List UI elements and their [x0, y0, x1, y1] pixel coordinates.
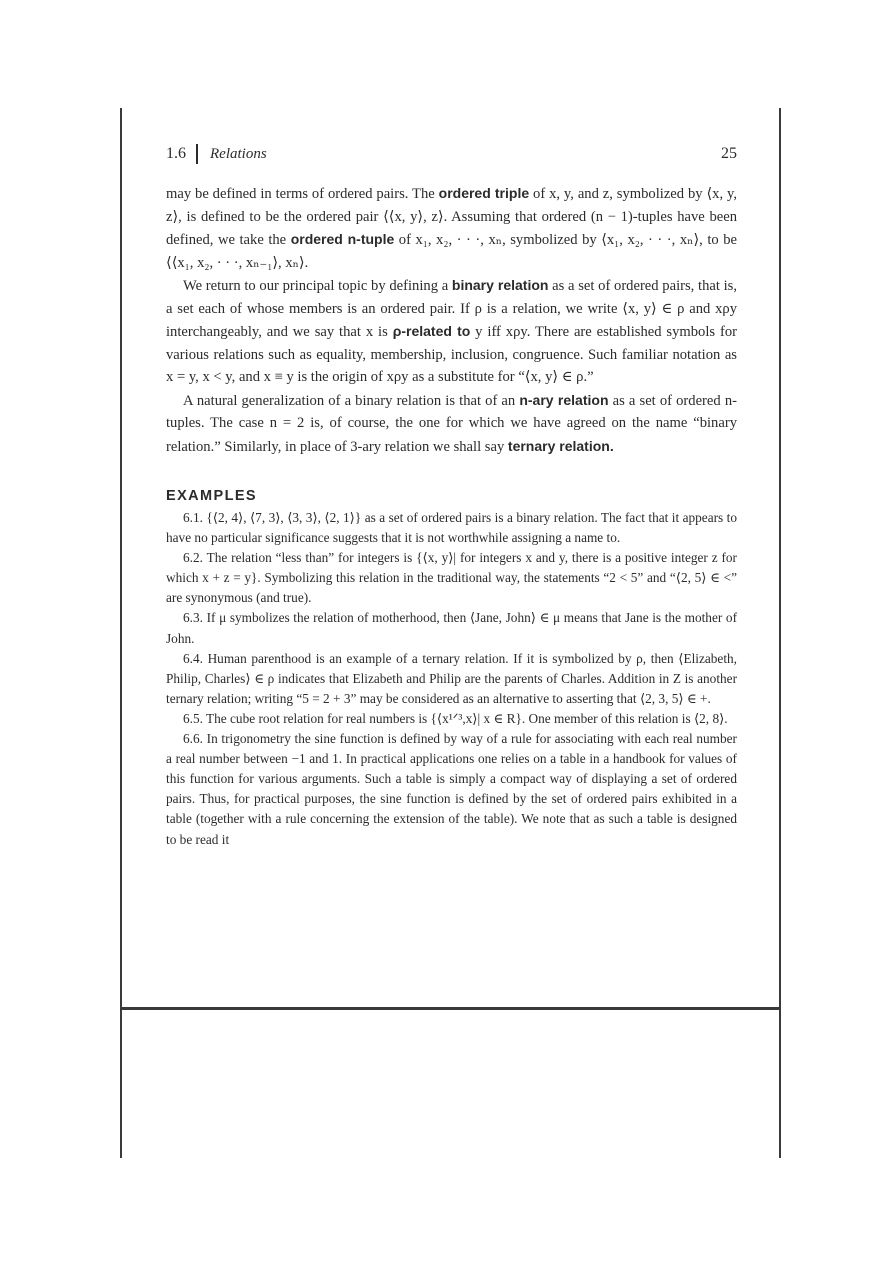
example-item: 6.6. In trigonometry the sine function is defined by way of a rule for associating with each real number a real number between −1 and 1. In practical applications one relies on a table in a handbook for values of this function for various arguments. Such a table is simply a compact way of displaying a set of ordered pairs. Thus, for practical purposes, the sine function is defined by the set of ordered pairs exhibited in a table (together with a rule concerning the extension of the table). We note that as such a table is designed to be read it	[166, 731, 737, 847]
examples-heading: EXAMPLES	[166, 488, 257, 504]
header-divider	[196, 144, 198, 164]
page-border-bottom	[120, 1007, 781, 1010]
term-binary-relation: binary relation	[451, 277, 549, 293]
example-item: 6.3. If μ symbolizes the relation of motherhood, then ⟨Jane, John⟩ ∈ μ means that Jane is the mother of John.	[166, 610, 737, 646]
paragraph-ordered-tuples: may be defined in terms of ordered pairs. The ordered triple of x, y, and z, symbolized by ⟨x, y, z⟩, is defined to be the ordered pair ⟨⟨x, y⟩, z⟩. Assuming that ordered (n − 1)-tuples have been defined, we take the ordered n-tuple of x₁, x₂, · · ·, xₙ, symbolized by ⟨x₁, x₂, · · ·, xₙ⟩, to be ⟨⟨x₁, x₂, · · ·, xₙ₋₁⟩, xₙ⟩.	[166, 185, 737, 271]
term-ordered-n-tuple: ordered n-tuple	[290, 231, 395, 247]
example-item: 6.4. Human parenthood is an example of a ternary relation. If it is symbolized by ρ, then ⟨Elizabeth, Philip, Charles⟩ ∈ ρ indicates that Elizabeth and Philip are the parents of Charles. Addition in Z is another ternary relation; writing “5 = 2 + 3” may be considered as an alternative to asserting that ⟨2, 3, 5⟩ ∈ +.	[166, 650, 737, 706]
term-ordered-triple: ordered triple	[438, 185, 530, 201]
page-content	[166, 140, 737, 850]
example-item: 6.5. The cube root relation for real numbers is {⟨x¹ᐟ³,x⟩| x ∈ R}. One member of this relation is ⟨2, 8⟩.	[183, 710, 728, 726]
term-rho-related: ρ-related to	[392, 323, 471, 339]
term-n-ary-relation: n-ary relation	[519, 391, 609, 408]
running-header	[166, 140, 737, 168]
section-title: Relations	[210, 145, 267, 162]
page-border-left	[120, 108, 122, 1158]
example-item: 6.1. {⟨2, 4⟩, ⟨7, 3⟩, ⟨3, 3⟩, ⟨2, 1⟩} as a set of ordered pairs is a binary relation. The fact that it appears to have no particular significance suggests that it is not worthwhile assigning a name to.	[166, 510, 737, 546]
page-border-right	[779, 108, 781, 1158]
example-item: 6.2. The relation “less than” for integers is {⟨x, y⟩| for integers x and y, there is a positive integer z for which x + z = y}. Symbolizing this relation in the traditional way, the statements “2 < 5” and “⟨2, 5⟩ ∈ <” are synonymous (and true).	[166, 550, 737, 606]
term-ternary-relation: ternary relation.	[507, 437, 614, 454]
page-number: 25	[721, 145, 737, 162]
section-number: 1.6	[166, 145, 186, 162]
examples-list	[166, 508, 737, 850]
paragraph-n-ary-relation: A natural generalization of a binary relation is that of an n-ary relation as a set of ordered n-tuples. The case n = 2 is, of course, the one for which we have agreed on the name “binary relation.” Similarly, in place of 3-ary relation we shall say ternary relation.	[166, 391, 737, 455]
paragraph-binary-relation: We return to our principal topic by defining a binary relation as a set of ordered pairs, that is, a set each of whose members is an ordered pair. If ρ is a relation, we write ⟨x, y⟩ ∈ ρ and xρy interchangeably, and we say that x is ρ-related to y iff xρy. There are established symbols for various relations such as equality, membership, inclusion, congruence. Such familiar notation as x = y, x < y, and x ≡ y is the origin of xρy as a substitute for “⟨x, y⟩ ∈ ρ.”	[166, 277, 738, 385]
body-text	[166, 182, 737, 458]
